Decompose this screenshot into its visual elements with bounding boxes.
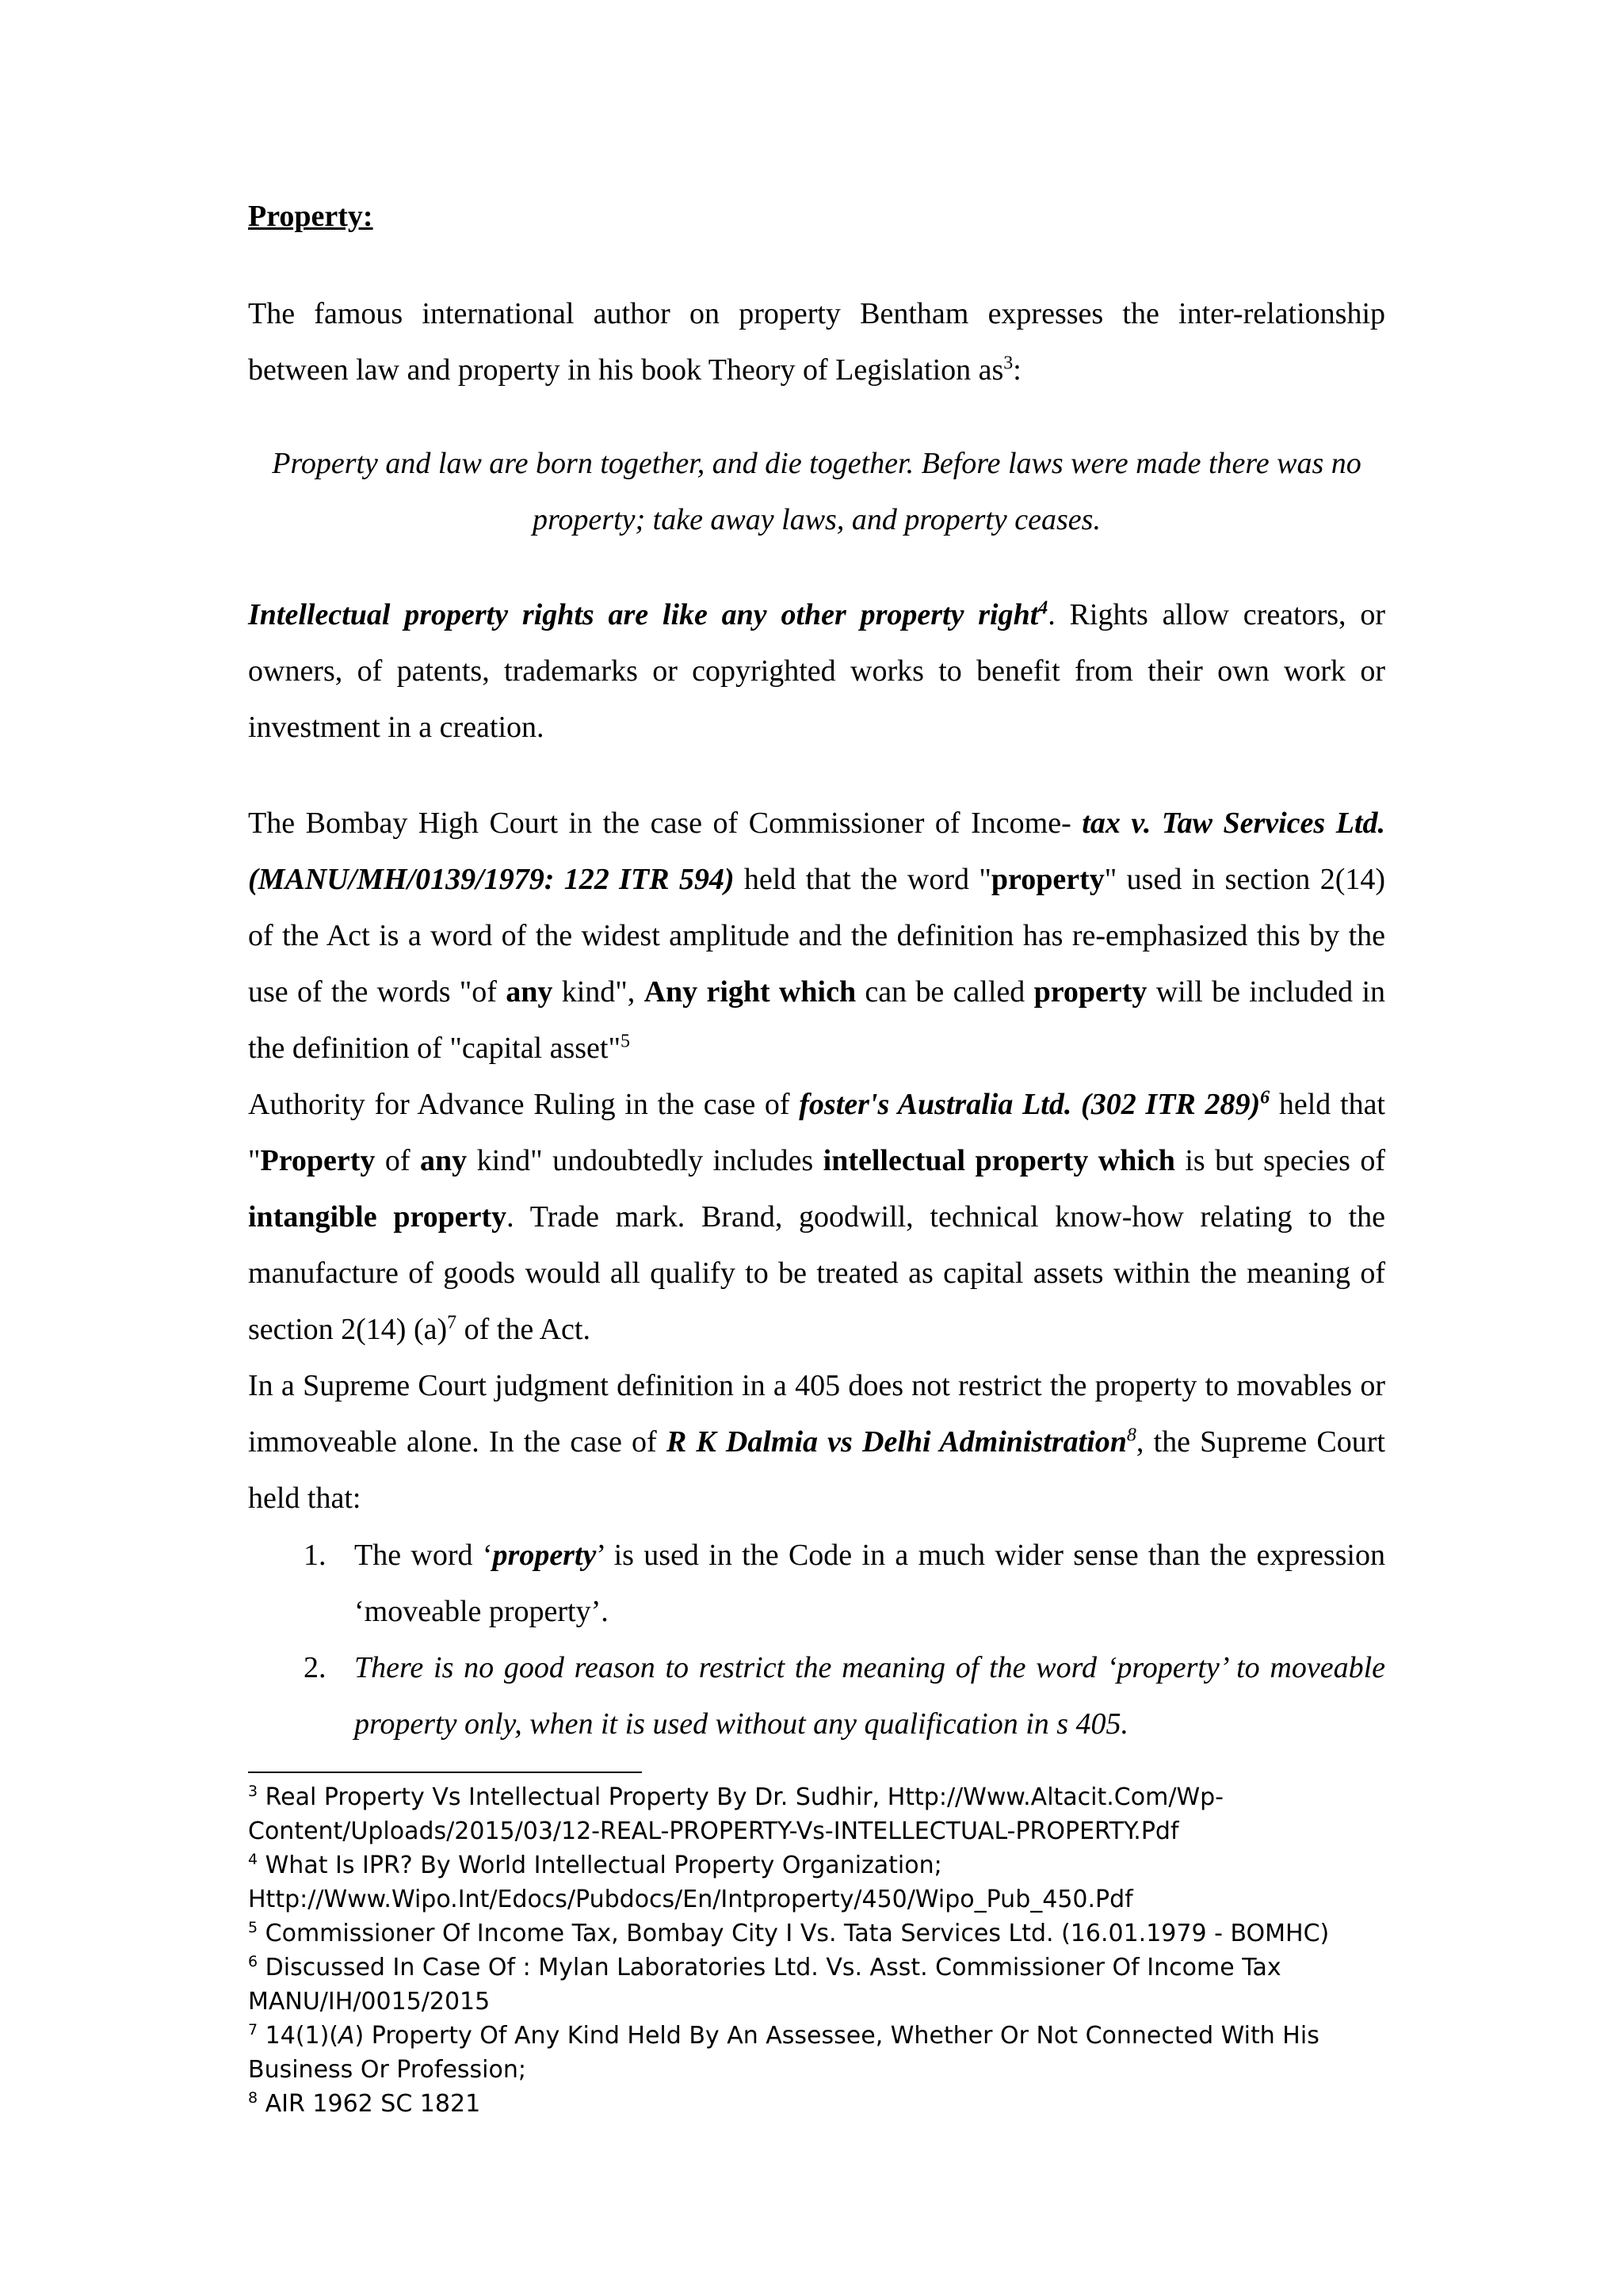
footnote-6: $^6$ Discussed In Case Of : Mylan Laboratories Ltd. Vs. Asst. Commissioner Of Income Tax MANU/IH/0015/2015 [248,1953,1281,2016]
footnote-ref-5[interactable]: 5 [621,1031,630,1052]
supreme-court-paragraph: In a Supreme Court judgment definition in a 405 does not restrict the property to movables or immoveable alone. In the case of R K Dalmia vs Delhi Administration$^8$, the Supreme Court held that: [248,1369,1385,1515]
footnote-ref-3[interactable]: 3 [1003,353,1014,374]
list-item: 2. There is no good reason to restrict the meaning of the word ‘property’ to moveable property only, when it is used without any qualification in s 405. [248,1640,1385,1753]
footnotes [248,1780,1385,2121]
footnote-ref-4[interactable]: 4 [1038,597,1048,619]
bombay-high-court-paragraph: The Bombay High Court in the case of Commissioner of Income- tax v. Taw Services Ltd. (MANU/MH/0139/1979: 122 ITR 594) held that the word "property" used in section 2(14) of the Act is a word of the widest amplitude and the definition has re-emphasized this by the use of the words "of any kind", Any right which can be called property will be included in the definition of "capital asset"$^5$ [248,807,1386,1065]
bentham-quote: Property and law are born together, and die together. Before laws were made there was no property; take away laws, and property ceases. [272,447,1361,536]
intro-paragraph: The famous international author on property Bentham expresses the inter-relationship between law and property in his book Theory of Legislation $as^3$: [248,297,1385,387]
footnote-3: $^3$ Real Property Vs Intellectual Property By Dr. Sudhir, Http://Www.Altacit.Com/Wp- Content/Uploads/2015/03/12-REAL-PROPERTY-Vs-INTELLECTUAL-PROPERTY.Pdf [248,1783,1224,1845]
list-item: 1. The word ‘property’ is used in the Code in a much wider sense than the expression ‘moveable property’. [248,1527,1385,1640]
list-number: 1. [304,1539,327,1572]
footnote-separator [248,1772,642,1773]
footnote-7: $^7$ 14(1)(A) Property Of Any Kind Held By An Assessee, Whether Or Not Connected With His Business Or Profession; [248,2021,1319,2084]
list-number: 2. [304,1651,327,1684]
holdings-list [248,1527,1385,1753]
page-heading: Property: [248,200,373,233]
case-law-section [248,795,1385,1527]
footnote-4: $^4$ What Is IPR? By World Intellectual Property Organization; Http://Www.Wipo.Int/Edocs/Pubdocs/En/Intproperty/450/Wipo_Pub_450.Pdf [248,1851,1133,1913]
footnote-ref-6[interactable]: 6 [1260,1087,1270,1108]
footnote-ref-8[interactable]: 8 [1126,1425,1136,1446]
advance-ruling-paragraph: Authority for Advance Ruling in the case of foster's Australia Ltd. (302 ITR 289)$^6$ held that "Property of any kind" undoubtedly includes intellectual property which is but species of intangible property. Trade mark. Brand, goodwill, technical know-how relating to the manufacture of goods would all qualify to be treated as capital assets within the meaning of section 2(14) $(a)^7$ of the Act. [248,1087,1386,1346]
ipr-paragraph: Intellectual property rights are like any other property right$^4$. Rights allow creators, or owners, of patents, trademarks or copyrighted works to benefit from their own work or investment in a creation. [248,597,1385,744]
footnote-ref-7[interactable]: 7 [447,1312,457,1333]
footnote-8: $^8$ AIR 1962 SC 1821 [248,2089,481,2118]
footnote-5: $^5$ Commissioner Of Income Tax, Bombay City I Vs. Tata Services Ltd. (16.01.1979 - BOMHC) [248,1919,1330,1947]
